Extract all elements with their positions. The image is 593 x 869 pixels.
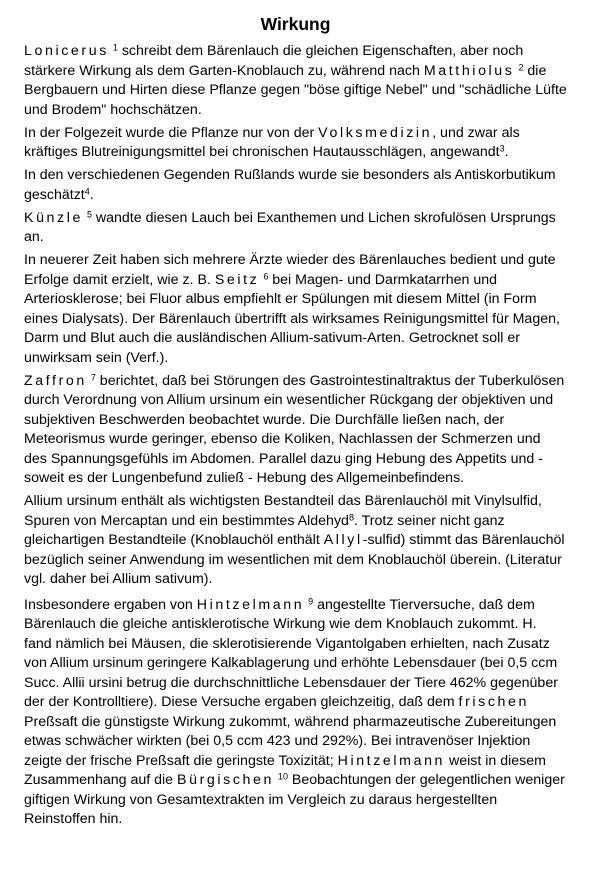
author-name: Matthiolus: [423, 62, 515, 79]
paragraph: [24, 166, 567, 205]
footnote-ref: 10: [277, 771, 288, 782]
footnote-ref: 8: [348, 512, 354, 522]
text-run: schreibt dem Bärenlauch die gleichen Eigenschaften, aber noch stärkere Wirkung als dem Garten-Knoblauch zu, während nach: [24, 43, 524, 79]
text-run: In neuerer Zeit haben sich mehrere Ärzte wieder des Bärenlauches bedient und gute Erfolge damit erzielt, wie z. B.: [24, 252, 556, 288]
text-run: bei Magen- und Darmkatarrhen und Arteriosklerose; bei Fluor albus empfiehlt er Spülungen mit diesem Mittel (in Form eines Dialysats). Der Bärenlauch übertrifft als wirksames Reinigungsmittel für Magen, Darm und Blut auch die ausländischen Allium-sativum-Arten. Getrocknet soll er unwirksam sein (Verf.).: [24, 271, 560, 366]
text-run: die Bergbauern und Hirten diese Pflanze gegen "böse giftige Nebel" und "schädliche Lüfte und Brodem" hochschätzen.: [24, 62, 567, 118]
author-name: Hintzelmann: [337, 752, 446, 769]
footnote-ref: 5: [86, 209, 92, 219]
paragraph: [24, 372, 567, 489]
paragraph: [24, 42, 567, 120]
author-name: Künzle: [24, 209, 83, 226]
text-run: Allium ursinum enthält als wichtigsten Bestandteil das Bärenlauchöl mit Vinylsulfid, Spuren von Mercaptan und ein bestimmtes Aldehyd: [24, 493, 542, 529]
author-name: Zaffron: [24, 372, 87, 389]
text-run: In den verschiedenen Gegenden Rußlands wurde sie besonders als Antiskorbutikum geschätzt: [24, 167, 556, 203]
text-run: Preßsaft die günstigste Wirkung zukommt, während pharmazeutische Zubereitungen etwas schwächer wirkten (bei 0,5 ccm 423 und 292%). Bei intravenöser Injektion zeigte der frische Preßsaft die geringste Toxizität;: [24, 713, 557, 769]
text-run: -sulfid) stimmt das Bärenlauchöl bezüglich seiner Anwendung im wesentlichen mit dem Knoblauchöl überein. (Literatur vgl. daher bei Allium sativum).: [24, 532, 565, 587]
text-run: wandte diesen Lauch bei Exanthemen und Lichen skrofulösen Ursprungs an.: [24, 209, 556, 245]
text-run: .: [89, 186, 94, 203]
author-name: frischen: [458, 694, 530, 710]
author-name: Allyl: [323, 532, 363, 548]
footnote-ref: 4: [84, 186, 90, 196]
paragraph: [24, 124, 567, 163]
footnote-ref: 9: [308, 596, 314, 606]
paragraph: [24, 596, 567, 830]
text-run: Insbesondere ergaben von: [24, 596, 197, 613]
footnote-ref: 7: [90, 372, 96, 382]
author-name: Hintzelmann: [196, 596, 305, 613]
text-run: weist in diesem Zusammenhang auf die: [24, 752, 546, 788]
text-run: Beobachtungen der gelegentlichen weniger giftigen Wirkung von Gesamtextrakten im Vergleich zu daraus hergestellten Reinstoffen hin.: [24, 772, 565, 827]
author-name: Bürgischen: [177, 772, 274, 788]
footnote-ref: 6: [263, 271, 269, 281]
text-run: berichtet, daß bei Störungen des Gastrointestinaltraktus der Tuberkulösen durch Verordnung von Allium ursinum ein wesentlicher Rückgang der objektiven und subjektiven Beschwerden beobachtet wurde. Die Durchfälle ließen nach, der Meteorismus wurde geringer, ebenso die Koliken, Nachlassen der Schmerzen und des Spannungsgefühls im Abdomen. Parallel dazu ging Hebung des Appetits und - soweit es der Lungenbefund zuließ - Hebung des Allgemeinbefindens.: [24, 372, 565, 486]
paragraph: [24, 492, 567, 590]
page-title: Wirkung: [260, 14, 331, 34]
text-run: .: [504, 144, 509, 160]
paragraph: [24, 251, 567, 368]
footnote-ref: 1: [112, 42, 118, 53]
text-run: , und zwar als kräftiges Blutreinigungsmittel bei chronischen Hautausschlägen, angewandt: [24, 124, 520, 160]
document-body: [24, 42, 567, 830]
text-run: In der Folgezeit wurde die Pflanze nur von der: [24, 124, 319, 141]
text-run: . Trotz seiner nicht ganz gleichartigen Bestandteile (Knoblauchöl enthält: [24, 512, 505, 548]
author-name: Lonicerus: [24, 43, 109, 59]
author-name: Seitz: [214, 271, 260, 288]
footnote-ref: 2: [518, 62, 524, 72]
footnote-ref: 3: [499, 143, 505, 154]
author-name: Volksmedizin: [318, 124, 433, 141]
text-run: angestellte Tierversuche, daß dem Bärenlauch die gleiche antisklerotische Wirkung wie dem Knoblauch zukommt. H. fand nämlich bei Mäusen, die sklerotisierende Vigantolgaben erhielten, nach Zusatz von Allium ursinum geringere Kalkablagerung und erhöhte Lebensdauer (bei 0,5 ccm Succ. Allii ursini betrug die durchschnittliche Lebensdauer der Tiere 462% gegenüber der der Kontrolltiere). Diese Versuche ergaben gleichzeitig, daß dem: [24, 596, 558, 710]
paragraph: [24, 209, 567, 248]
